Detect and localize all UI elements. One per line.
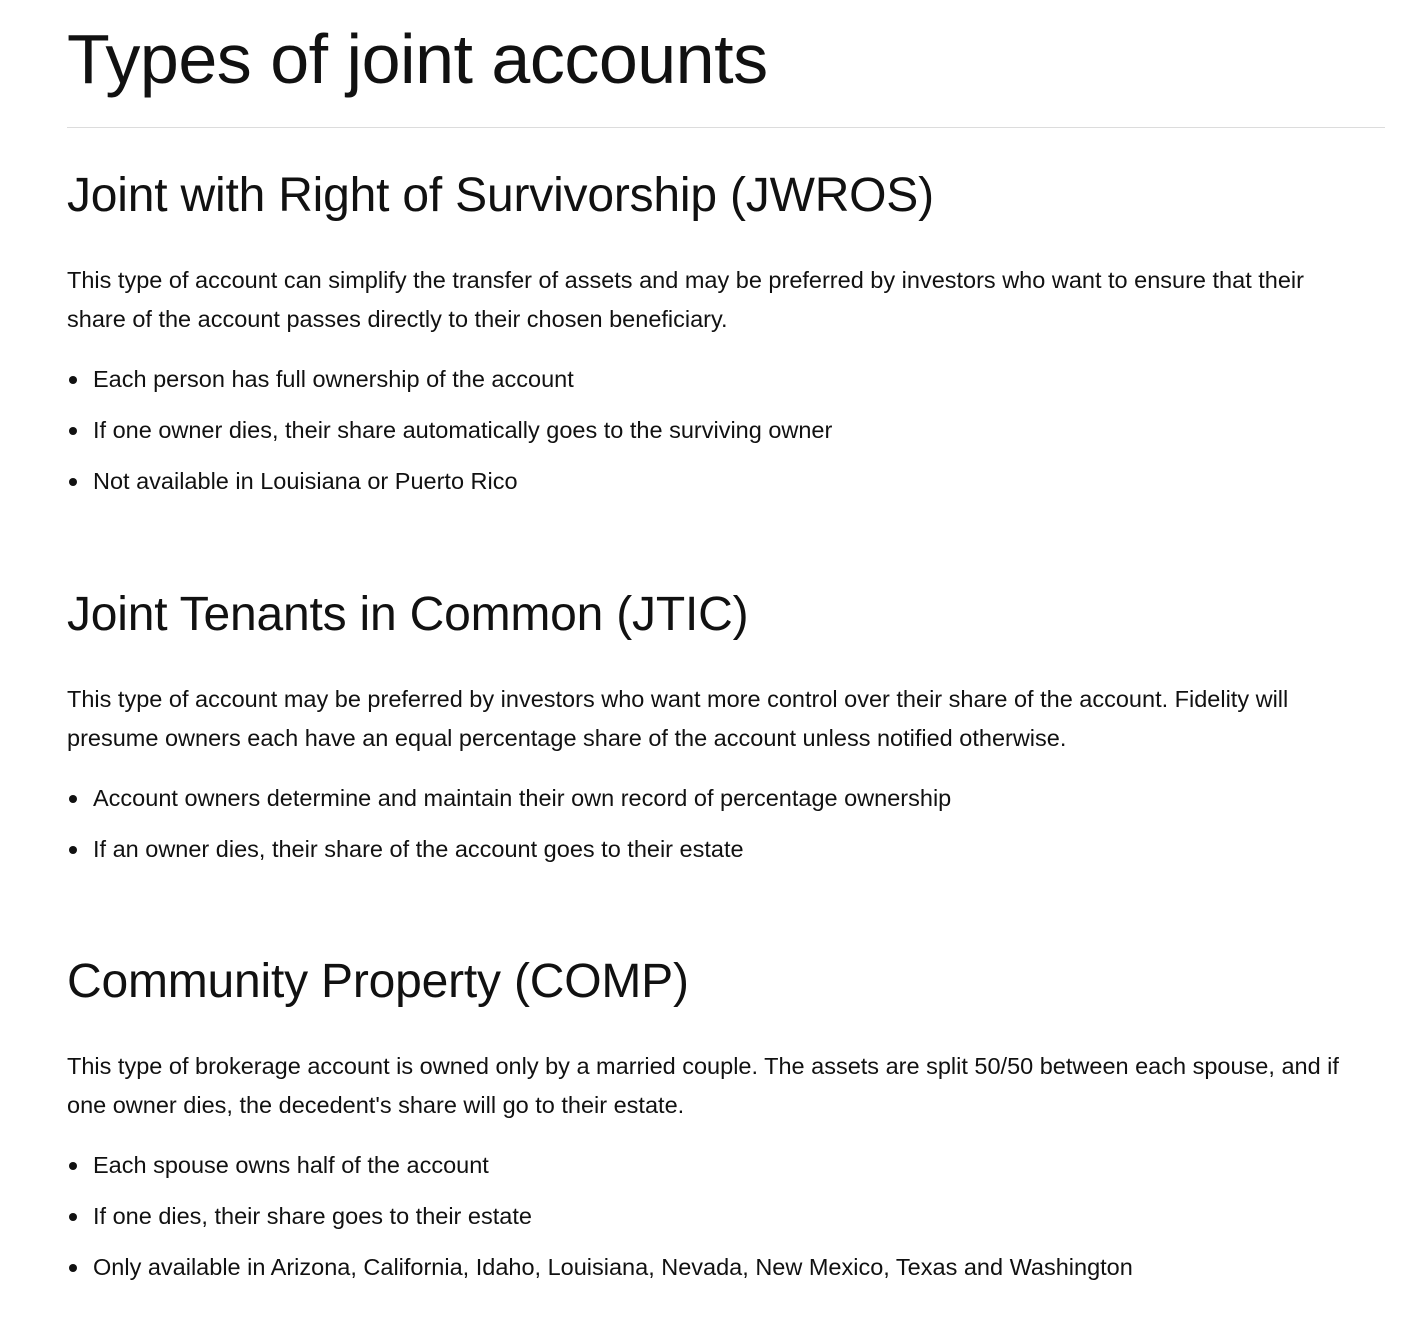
list-item (67, 416, 1357, 445)
bullet-dot-icon (69, 846, 77, 854)
bullet-dot-icon (69, 376, 77, 384)
section-comp (67, 953, 1357, 1304)
list-item-text: Not available in Louisiana or Puerto Rico (93, 468, 518, 494)
bullet-dot-icon (69, 795, 77, 803)
list-item-text: Account owners determine and maintain their own record of percentage ownership (93, 785, 952, 811)
list-item-text: If one dies, their share goes to their estate (93, 1203, 532, 1229)
list-item-text: Only available in Arizona, California, Idaho, Louisiana, Nevada, New Mexico, Texas and Washington (93, 1254, 1133, 1280)
section-heading: Community Property (COMP) (67, 955, 689, 1008)
section-heading: Joint with Right of Survivorship (JWROS) (67, 169, 934, 222)
section-description: This type of account can simplify the transfer of assets and may be preferred by investors who want to ensure that their share of the account passes directly to their chosen beneficiary. (67, 267, 1304, 332)
title-divider (67, 127, 1385, 128)
bullet-list (67, 784, 1357, 864)
section-description: This type of account may be preferred by investors who want more control over their share of the account. Fidelity will presume owners each have an equal percentage share of the account unless notified otherwise. (67, 686, 1289, 751)
bullet-dot-icon (69, 427, 77, 435)
list-item (67, 1202, 1357, 1231)
bullet-list (67, 365, 1357, 496)
list-item (67, 835, 1357, 864)
list-item (67, 1253, 1357, 1282)
page-title: Types of joint accounts (67, 20, 768, 98)
list-item-text: If one owner dies, their share automatically goes to the surviving owner (93, 417, 833, 443)
section-jtic (67, 586, 1357, 886)
bullet-dot-icon (69, 1162, 77, 1170)
list-item (67, 365, 1357, 394)
bullet-dot-icon (69, 478, 77, 486)
list-item-text: Each person has full ownership of the account (93, 366, 574, 392)
bullet-dot-icon (69, 1213, 77, 1221)
list-item (67, 784, 1357, 813)
list-item (67, 1151, 1357, 1180)
section-description: This type of brokerage account is owned only by a married couple. The assets are split 50/50 between each spouse, and if one owner dies, the decedent's share will go to their estate. (67, 1053, 1339, 1118)
section-jwros (67, 167, 1357, 518)
bullet-dot-icon (69, 1264, 77, 1272)
list-item (67, 467, 1357, 496)
bullet-list (67, 1151, 1357, 1282)
list-item-text: If an owner dies, their share of the account goes to their estate (93, 836, 744, 862)
section-heading: Joint Tenants in Common (JTIC) (67, 588, 749, 641)
list-item-text: Each spouse owns half of the account (93, 1152, 489, 1178)
